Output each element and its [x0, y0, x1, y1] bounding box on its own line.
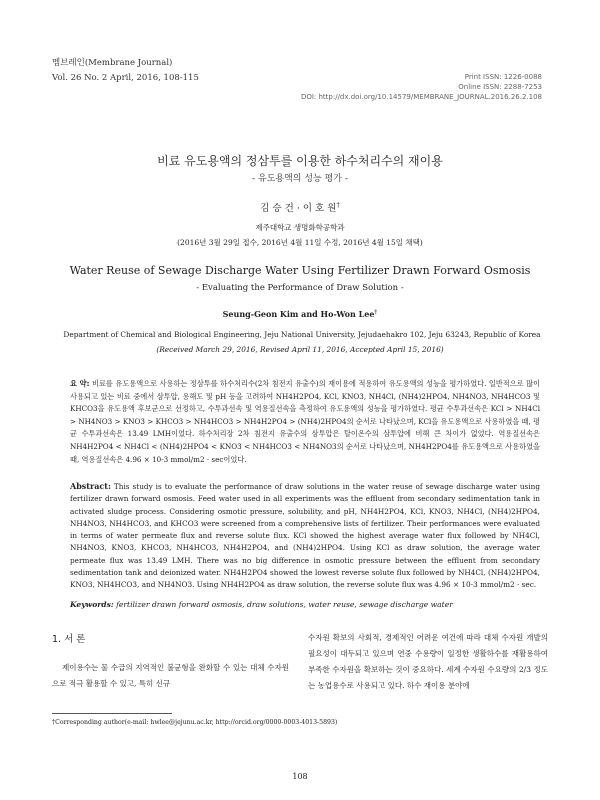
affiliation-english: Department of Chemical and Biological Engineering, Jeju National University, Jejudaehakro 102, Jeju 63243, Republic of Korea	[63, 330, 541, 339]
doi-link[interactable]: DOI: http://dx.doi.org/10.14579/MEMBRANE_JOURNAL.2016.26.2.108	[300, 93, 542, 101]
keywords	[70, 600, 540, 609]
abstract-korean-text: 비료를 유도용액으로 사용하는 정삼투를 하수처리수(2차 침전지 유출수)의 재이용에 적용하여 유도용액의 성능을 평가하였다. 일반적으로 많이 사용되고 있는 비료 중에서 삼투압, 용해도 및 pH 등을 고려하여 NH4H2PO4, KCl, KNO3, NH4Cl, (NH4)2HPO4, NH4NO3, NH4HCO3 및 KHCO3을 유도용액 후보군으로 선정하고, 수투과선속 및 역용질선속을 측정하여 유도용액의 성능을 평가하였다. 평균 수투과선속은 KCl > NH4Cl > NH4NO3 > KNO3 > KHCO3 > NH4HCO3 > NH4H2PO4 > (NH4)2HPO4의 순서로 나타났으며, KCl을 유도용액으로 사용하였을 때, 평균 수투과선속은 13.49 LMH이었다. 하수처리장 2차 침전지 유출수의 삼투압은 탈이온수의 삼투압에 비해 큰 차이가 없었다. 역용질선속은 NH4H2PO4 < NH4Cl < (NH4)2HPO4 < KNO3 < NH4HCO3 < NH4NO3의 순서로 나타났으며, NH4H2PO4를 유도용액으로 사용하였을 때, 역용질선속은 4.96 × 10-3 mmol/m2 · sec이었다.	[70, 379, 541, 464]
journal-name: 멤브레인(Membrane Journal)	[52, 58, 173, 68]
authors-korean	[0, 200, 600, 214]
authors-english-names: Seung-Geon Kim and Ho-Won Lee	[222, 309, 375, 319]
abstract-english-label: Abstract:	[70, 481, 111, 491]
title-korean: 비료 유도용액의 정삼투를 이용한 하수처리수의 재이용	[157, 154, 443, 168]
title-english: Water Reuse of Sewage Discharge Water Using Fertilizer Drawn Forward Osmosis	[69, 264, 531, 277]
print-issn: Print ISSN: 1226-0088	[464, 73, 542, 81]
journal-header	[52, 56, 199, 86]
footnote: †Corresponding author(e-mail: hwlee@jejunu.ac.kr, http://orcid.org/0000-0003-4013-5893)	[52, 719, 338, 726]
dagger-mark: †	[374, 309, 378, 316]
footnote-rule	[52, 713, 172, 714]
section-title: 1. 서 론	[52, 634, 86, 645]
body-left-column: 제이용수는 물 수급의 지역적인 불균형을 완화할 수 있는 대체 수자원으로 적극 활용할 수 있고, 특히 신규	[52, 663, 289, 688]
abstract-english-text: This study is to evaluate the performance of draw solutions in the water reuse of sewage discharge water using fertilizer drawn forward osmosis. Feed water used in all experiments was the effluent from secondary sedimentation tank in activated sludge process. Considering osmotic pressure, solubility, and pH, NH4H2PO4, KCl, KNO3, NH4Cl, (NH4)2HPO4, NH4NO3, NH4HCO3, and KHCO3 were screened from a comprehensive lists of fertilizer. Their performances were evaluated in terms of water permeate flux and reverse solute flux. KCl showed the highest average water flux followed by NH4Cl, NH4NO3, KNO3, KHCO3, NH4HCO3, NH4H2PO4, and (NH4)2HPO4. Using KCl as draw solution, the average water permeate flux was 13.49 LMH. There was no big difference in osmotic pressure between the effluent from secondary sedimentation tank and deionized water. NH4H2PO4 showed the lowest reverse solute flux followed by NH4Cl, (NH4)2HPO4, KNO3, NH4HCO3, and NH4NO3. Using NH4H2PO4 as draw solution, the reverse solute flux was 4.96 × 10-3 mmol/m2 · sec.	[70, 482, 540, 590]
dagger-mark: †	[336, 200, 340, 209]
keywords-label: Keywords:	[70, 600, 114, 609]
body-right-column: 수자원 확보의 사회적, 경제적인 어려운 여건에 따라 대체 수자원 개발의 필요성이 대두되고 있으며 연중 수용량이 일정한 생활하수를 재활용하여 부족한 수자원을 확보하는 것이 중요하다. 세계 수자원 수요량의 2/3 정도는 농업용수로 사용되고 있다. 하수 재이용 분야에	[308, 633, 548, 690]
dates-english: (Received March 29, 2016, Revised April 11, 2016, Accepted April 15, 2016)	[156, 345, 444, 354]
authors-english	[0, 309, 600, 319]
page-number: 108	[292, 772, 308, 781]
volume-line: Vol. 26 No. 2 April, 2016, 108-115	[52, 73, 199, 83]
online-issn: Online ISSN: 2288-7253	[458, 83, 542, 91]
subtitle-korean: - 유도용액의 성능 평가 -	[251, 174, 349, 184]
abstract-english	[70, 480, 540, 592]
subtitle-english: - Evaluating the Performance of Draw Solution -	[196, 283, 404, 293]
issn-block	[301, 72, 542, 102]
dates-korean: (2016년 3월 29일 접수, 2016년 4월 11일 수정, 2016년 4월 15일 채택)	[177, 238, 423, 247]
authors-korean-names: 김 승 건 · 이 호 원	[260, 203, 337, 214]
abstract-korean	[70, 378, 540, 466]
affiliation-korean: 제주대학교 생명화학공학과	[255, 223, 345, 232]
abstract-korean-label: 요 약:	[70, 379, 90, 388]
keywords-text: fertilizer drawn forward osmosis, draw solutions, water reuse, sewage discharge water	[116, 600, 453, 609]
